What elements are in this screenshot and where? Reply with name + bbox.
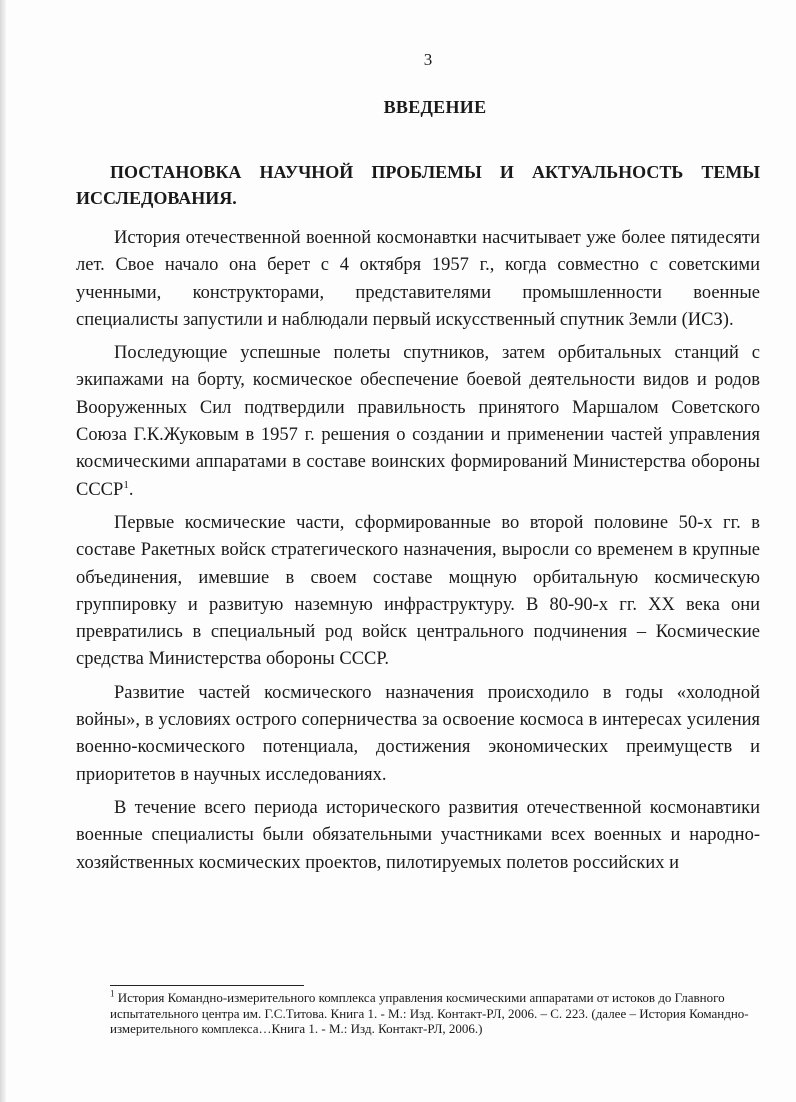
- section-heading: ВВЕДЕНИЕ: [383, 97, 487, 117]
- paragraph-2-end: .: [128, 479, 134, 500]
- paragraph-2: [76, 340, 760, 504]
- paragraph-3: Первые космические части, сформированные во второй половине 50-х гг. в составе Ракетных войск стратегического назначения, выросли со временем в крупные объединения, имевшие в своем составе мощную орбитальную космическую группировку и развитую наземную инфраструктуру. В 80-90-х гг. XX века они превратились в специальный род войск центрального подчинения – Космические средства Министерства обороны СССР.: [76, 512, 760, 670]
- scan-edge: [0, 0, 6, 1102]
- footnote-text: История Командно-измерительного комплекса управления космическими аппаратами от истоков до Главного испытательного центра им. Г.С.Титова. Книга 1. - М.: Изд. Контакт-РЛ, 2006. – С. 223. (далее – История Командно-измерительного комплекса…Книга 1. - М.: Изд. Контакт-РЛ, 2006.): [110, 990, 749, 1036]
- paragraph-4: Развитие частей космического назначения происходило в годы «холодной войны», в условиях острого соперничества за освоение космоса в интересах усиления военно-космического потенциала, достижения экономических преимуществ и приоритетов в научных исследованиях.: [76, 682, 760, 785]
- footnote: [110, 990, 760, 1037]
- paragraph-1: История отечественной военной космонавтки насчитывает уже более пятидесяти лет. Свое начало она берет с 4 октября 1957 г., когда совместно с советскими ученными, конструкторами, представителями промышленности военные специалисты запустили и наблюдали первый искусственный спутник Земли (ИСЗ).: [76, 228, 760, 330]
- body-text: [76, 225, 760, 883]
- paragraph-2-text: Последующие успешные полеты спутников, затем орбитальных станций с экипажами на борту, космическое обеспечение боевой деятельности видов и родов Вооруженных Сил подтвердили правильность принятого Маршалом Советского Союза Г.К.Жуковым в 1957 г. решения о создании и применении частей управления космическими аппаратами в составе воинских формирований Министерства обороны СССР: [76, 343, 760, 500]
- footnote-divider: [110, 985, 304, 986]
- footnote-reference: 1: [123, 478, 129, 491]
- page-number: 3: [423, 50, 433, 69]
- footnote-marker: 1: [110, 988, 115, 999]
- section-subheading: ПОСТАНОВКА НАУЧНОЙ ПРОБЛЕМЫ И АКТУАЛЬНОСТЬ ТЕМЫ ИССЛЕДОВАНИЯ.: [76, 162, 760, 208]
- paragraph-5: В течение всего периода исторического развития отечественной космонавтики военные специалисты были обязательными участниками всех военных и народно-хозяйственных космических проектов, пилотируемых полетов российских и: [76, 797, 760, 873]
